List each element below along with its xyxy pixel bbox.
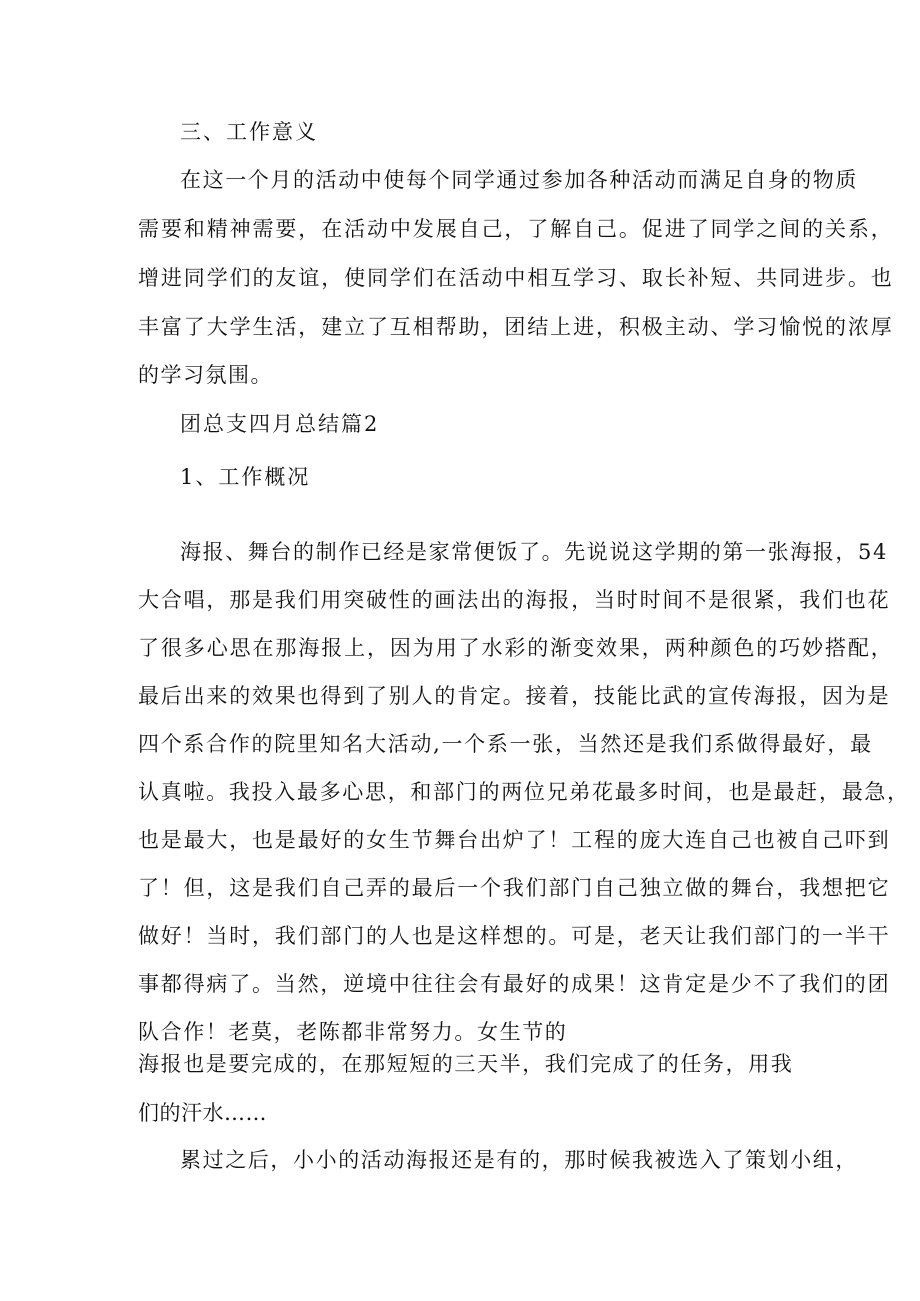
section-3-heading: 三、工作意义 — [180, 120, 318, 144]
paragraph-line: 在这一个月的活动中使每个同学通过参加各种活动而满足自身的物质 — [180, 168, 858, 192]
paragraph-line: 队合作！老莫，老陈都非常努力。女生节的 — [138, 1020, 568, 1044]
paragraph-line: 海报、舞台的制作已经是家常便饭了。先说说这学期的第一张海报，54 — [180, 540, 888, 564]
paragraph-line: 最后出来的效果也得到了别人的肯定。接着，技能比武的宣传海报，因为是 — [138, 684, 891, 708]
paragraph-line: 需要和精神需要，在活动中发展自己，了解自己。促进了同学之间的关系， — [138, 217, 894, 241]
article-title: 团总支四月总结篇2 — [180, 412, 380, 436]
paragraph-line: 丰富了大学生活，建立了互相帮助，团结上进，积极主动、学习愉悦的浓厚 — [138, 315, 894, 339]
paragraph-line: 了！但，这是我们自己弄的最后一个我们部门自己独立做的舞台，我想把它 — [138, 876, 891, 900]
paragraph-line: 也是最大，也是最好的女生节舞台出炉了！工程的庞大连自己也被自己吓到 — [138, 828, 891, 852]
paragraph-line: 大合唱，那是我们用突破性的画法出的海报，当时时间不是很紧，我们也花 — [138, 588, 891, 612]
work-overview-heading: 1、工作概况 — [180, 465, 311, 489]
paragraph-line: 做好！当时，我们部门的人也是这样想的。可是，老天让我们部门的一半干 — [138, 924, 891, 948]
paragraph-line: 认真啦。我投入最多心思，和部门的两位兄弟花最多时间，也是最赶，最急， — [138, 780, 910, 804]
paragraph-line: 事都得病了。当然，逆境中往往会有最好的成果！这肯定是少不了我们的团 — [138, 972, 891, 996]
paragraph-line: 增进同学们的友谊，使同学们在活动中相互学习、取长补短、共同进步。也 — [138, 266, 894, 290]
paragraph-line: 们的汗水…… — [138, 1101, 267, 1125]
paragraph-line: 海报也是要完成的，在那短短的三天半，我们完成了的任务，用我 — [138, 1052, 794, 1076]
paragraph-line: 累过之后，小小的活动海报还是有的，那时候我被选入了策划小组， — [180, 1148, 858, 1172]
paragraph-line: 四个系合作的院里知名大活动,一个系一张，当然还是我们系做得最好，最 — [138, 732, 873, 756]
paragraph-line: 的学习氛围。 — [138, 363, 273, 387]
paragraph-line: 了很多心思在那海报上，因为用了水彩的渐变效果，两种颜色的巧妙搭配， — [138, 636, 894, 660]
